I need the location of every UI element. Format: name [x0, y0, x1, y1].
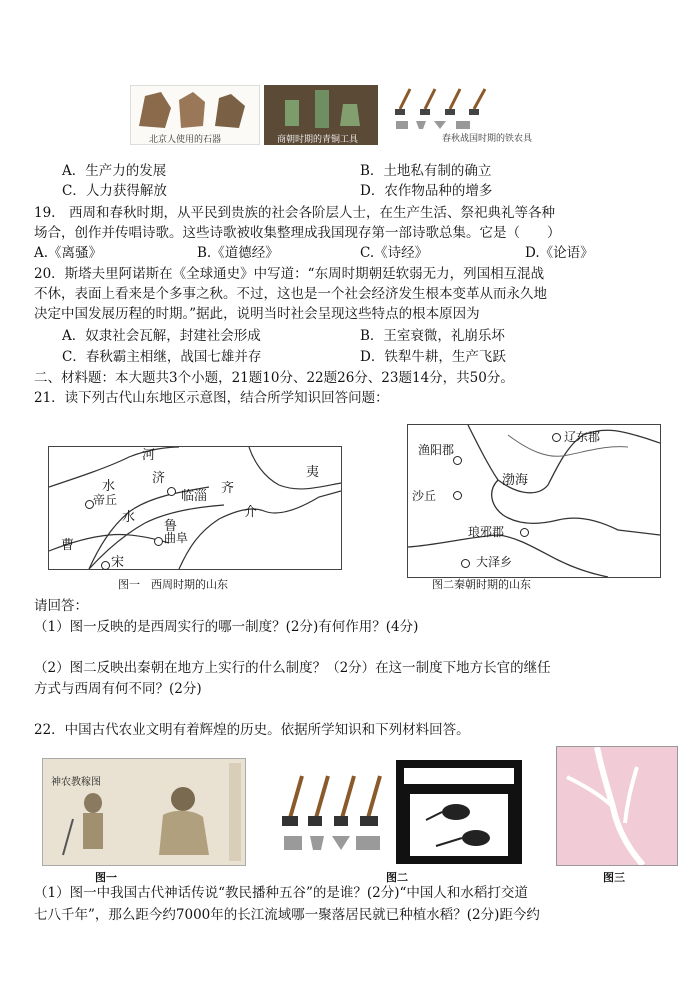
- fig2-label: 图二: [386, 871, 408, 884]
- q20-text-line2: 不休，表面上看来是个多事之秋。不过，这也是一个社会经济发生根本变革从而永久地: [34, 286, 547, 302]
- shennong-image: [42, 758, 246, 866]
- city-marker: [461, 559, 470, 568]
- stone-tools-image: [130, 85, 260, 145]
- q20-option-c: C．春秋霸主相继，战国七雄并存: [62, 349, 262, 365]
- map1-label: 帝丘: [93, 493, 118, 507]
- map1-label: 鲁: [164, 519, 178, 534]
- fig1-title: 神农教稼图: [51, 777, 101, 788]
- q21-prompt: 请回答：: [34, 598, 88, 614]
- image-caption: 商朝时期的青铜工具: [277, 135, 359, 145]
- q20-text-line1: 20．斯塔夫里阿诺斯在《全球通史》中写道：“东周时期朝廷软弱无力，列国相互混战: [34, 266, 545, 282]
- map2-label: 琅邪郡: [468, 525, 505, 539]
- map1-label: 介: [244, 505, 258, 520]
- iron-farm-tools-icon: [280, 770, 388, 862]
- stone-tools-icon: [131, 86, 259, 134]
- q22-intro: 22．中国古代农业文明有着辉煌的历史。依据所学知识和下列材料回答。: [34, 722, 470, 738]
- map1-drawing: [49, 447, 341, 569]
- map1-label: 宋: [111, 555, 125, 570]
- map2-label: 渤海: [502, 473, 529, 488]
- q19-option-c: C.《诗经》: [360, 245, 429, 261]
- fig1-label: 图一: [95, 871, 117, 884]
- q20-text-line3: 决定中国发展历程的时期。”据此，说明当时社会呈现这些特点的根本原因为: [34, 306, 480, 322]
- map1-label: 水: [102, 479, 116, 494]
- bronze-tools-icon: [265, 86, 377, 132]
- q20-option-a: A．奴隶社会瓦解，封建社会形成: [62, 328, 261, 344]
- city-marker: [453, 491, 462, 500]
- q22-sub1-line2: 七八千年”，那么距今约7000年的长江流域哪一聚落居民就已种植水稻？(2分)距今约: [34, 907, 540, 923]
- q18-option-a: A．生产力的发展: [62, 163, 167, 179]
- map1-label: 曹: [61, 538, 75, 553]
- map1-label: 曲阜: [164, 531, 189, 545]
- q18-option-c: C．人力获得解放: [62, 183, 167, 199]
- q19-text-line2: 场合，创作并传唱诗歌。这些诗歌被收集整理成我国现存第一部诗歌总集。它是（ ）: [34, 225, 561, 241]
- q21-sub2-line1: （2）图二反映出秦朝在地方上实行的什么制度？（2分）在这一制度下地方长官的继任: [34, 660, 551, 676]
- map2-label: 大泽乡: [476, 555, 513, 569]
- river-map-icon: [557, 747, 677, 865]
- map1-label: 齐: [221, 481, 235, 496]
- section-heading: 二、材料题：本大题共3个小题，21题10分、22题26分、23题14分，共50分。: [34, 370, 514, 386]
- q19-option-a: A.《离骚》: [34, 245, 103, 261]
- map2-caption: 图二秦朝时期的山东: [432, 578, 531, 591]
- map-western-zhou-shandong: [48, 446, 342, 570]
- map2-label: 渔阳郡: [418, 443, 455, 457]
- city-marker: [552, 433, 561, 442]
- q19-text-line1: 19. 西周和春秋时期，从平民到贵族的社会各阶层人士，在生产生活、祭祀典礼等各种: [34, 205, 555, 221]
- image-caption: 北京人使用的石器: [149, 135, 222, 145]
- image-caption: 春秋战国时期的铁农具: [442, 131, 532, 144]
- river-map-image: [556, 746, 678, 866]
- city-marker: [520, 528, 529, 537]
- map2-label: 辽东郡: [564, 430, 601, 444]
- q18-option-b: B．土地私有制的确立: [360, 163, 492, 179]
- city-marker: [167, 487, 176, 496]
- q22-sub1-line1: （1）图一中我国古代神话传说“教民播种五谷”的是谁？(2分)“中国人和水稻打交道: [34, 885, 528, 901]
- q18-option-d: D．农作物品种的增多: [360, 183, 493, 199]
- ox-plough-icon: [396, 760, 522, 864]
- q19-option-b: B.《道德经》: [197, 245, 279, 261]
- bronze-tools-image: [264, 85, 378, 145]
- q20-option-b: B．王室衰微，礼崩乐坏: [360, 328, 505, 344]
- map1-label: 夷: [306, 465, 320, 480]
- q20-option-d: D．铁犁牛耕，生产飞跃: [360, 349, 506, 365]
- fig3-label: 图三: [603, 871, 625, 884]
- q21-sub2-line2: 方式与西周有何不同？(2分): [34, 681, 202, 697]
- iron-tools-image: [390, 85, 533, 144]
- city-marker: [453, 456, 462, 465]
- map-qin-shandong: [407, 424, 661, 578]
- map1-label: 水: [122, 510, 136, 525]
- ox-plough-image: [396, 760, 522, 864]
- city-marker: [101, 561, 110, 570]
- q21-sub1: （1）图一反映的是西周实行的哪一制度？(2分)有何作用？(4分): [34, 619, 419, 635]
- map1-label: 济: [152, 471, 166, 486]
- iron-farm-tools-image: [280, 770, 388, 862]
- q21-intro: 21．读下列古代山东地区示意图，结合所学知识回答问题：: [34, 390, 389, 406]
- city-marker: [154, 537, 163, 546]
- map1-label: 河: [142, 448, 156, 463]
- q19-option-d: D.《论语》: [525, 245, 594, 261]
- iron-tools-icon: [390, 85, 495, 133]
- shennong-figures-icon: [43, 759, 245, 865]
- map2-label: 沙丘: [412, 489, 437, 503]
- map1-label: 临淄: [181, 489, 208, 504]
- map1-caption: 图一 西周时期的山东: [118, 578, 228, 591]
